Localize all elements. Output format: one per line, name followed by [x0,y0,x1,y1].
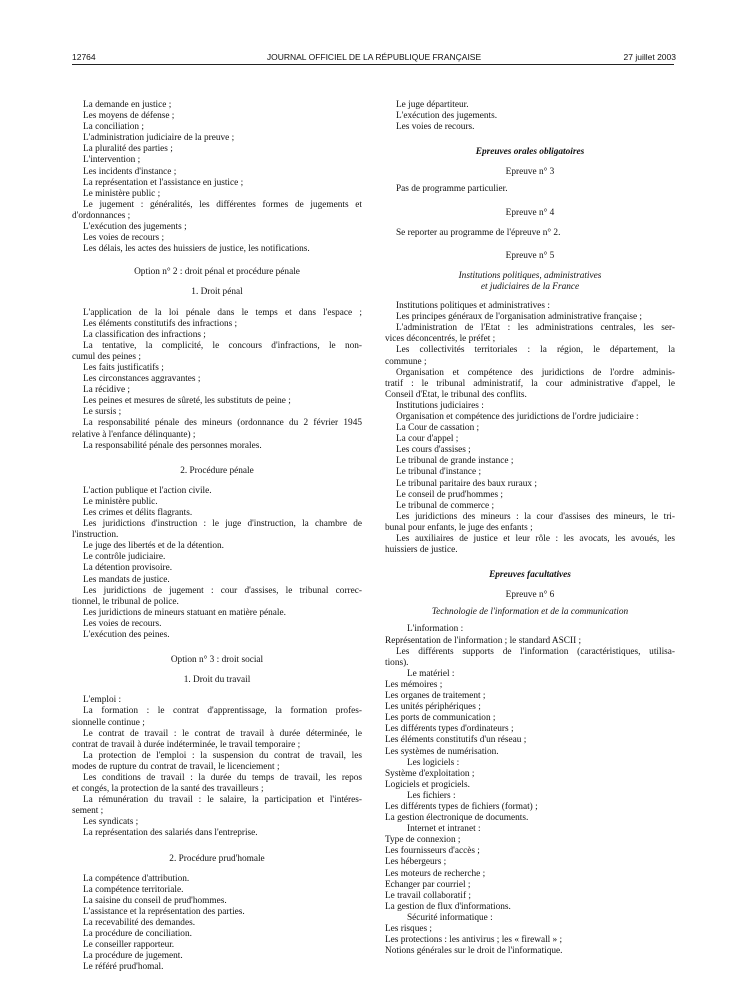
option-2-title: Option n° 2 : droit pénal et procédure pénale [134,267,300,278]
list-item: Les protections : les antivirus ; les « firewall » ; [385,935,563,946]
list-item: La représentation et l'assistance en justice ; [83,177,244,188]
list-item: Les cours d'assises ; [396,445,471,456]
top-list [385,100,675,133]
list-item: Les fournisseurs d'accès ; [385,846,480,857]
list-item: Les unités périphériques ; [385,702,481,713]
list-item: Type de connexion ; [385,835,461,846]
list-item: sement ; [72,806,104,817]
list-item: L'exécution des jugements. [396,111,498,122]
list-item: Le juge départiteur. [396,100,469,110]
list-item: Représentation de l'information ; le standard ASCII ; [385,635,582,646]
list-item: Le juge des libertés et de la détention. [83,541,224,552]
subheading: Les fichiers : [407,790,456,801]
list-item: Les systèmes de numérisation. [385,746,499,757]
list-item: Le tribunal d'instance ; [396,467,482,478]
list-item: La représentation des salariés dans l'entreprise. [83,828,258,839]
list-item: La détention provisoire. [83,563,173,574]
list-item: Echanger par courriel ; [385,879,471,890]
list-item: La tentative, la complicité, le concours d'infractions, le non- [83,340,362,351]
list-item: Conseil d'Etat, le tribunal des conflits. [385,389,527,400]
orales-title: Epreuves orales obligatoires [475,147,585,158]
droit-penal-list [72,308,362,452]
list-item: Les conditions de travail : la durée du temps de travail, les repos [83,772,362,783]
list-item: Les peines et mesures de sûreté, les substituts de peine ; [83,396,291,407]
list-item: Les éléments constitutifs d'un réseau ; [385,735,527,746]
list-item: Les circonstances aggravantes ; [83,374,201,385]
subheading: Les logiciels : [407,757,460,768]
list-item: La recevabilité des demandes. [83,918,196,928]
list-item: L'administration judiciaire de la preuve ; [83,133,235,144]
list-item: La classification des infractions ; [83,329,206,340]
page-header [0,0,748,64]
technologie-title: Technologie de l'information et de la communication [431,607,629,618]
list-item: Les ports de communication ; [385,713,496,724]
list-item: La rémunération du travail : le salaire, la participation et l'intéres- [83,795,362,806]
epreuve-4-title: Epreuve n° 4 [505,207,555,218]
subheading: Sécurité informatique : [407,912,493,923]
list-item: vices déconcentrés, le préfet ; [385,334,496,345]
list-item: Le tribunal de grande instance ; [396,456,514,467]
list-item: Les délais, les actes des huissiers de justice, les notifications. [83,244,310,255]
list-item: Les juridictions de mineurs statuant en matière pénale. [83,607,286,618]
list-item: Les auxiliaires de justice et leur rôle : les avocats, les avoués, les [396,534,675,544]
list-item: Le travail collaboratif ; [385,890,471,901]
list-item: Les différents types d'ordinateurs ; [385,724,514,735]
epreuve-3-title: Epreuve n° 3 [505,167,555,178]
list-item: Le tribunal paritaire des baux ruraux ; [396,478,537,489]
option-3-title: Option n° 3 : droit social [170,655,264,666]
list-item: Notions générales sur le droit de l'informatique. [385,946,563,957]
list-item: Les différents types de fichiers (format) ; [385,801,538,812]
epreuve-4-text: Se reporter au programme de l'épreuve n° 2. [396,227,561,238]
list-item: Le tribunal de commerce ; [396,500,495,511]
list-item: La pluralité des parties ; [83,144,173,155]
journal-title: JOURNAL OFFICIEL DE LA RÉPUBLIQUE FRANÇAISE [266,52,482,62]
header-rule [72,64,674,65]
prudhomale-title: 2. Procédure prud'homale [169,853,265,864]
procedure-penale-title: 2. Procédure pénale [180,465,254,476]
list-item: La compétence territoriale. [83,884,184,895]
technologie-list [385,624,675,957]
list-item: Les voies de recours. [83,618,162,629]
list-item: relative à l'enfance délinquante) ; [72,429,196,440]
epreuve-6-title: Epreuve n° 6 [505,590,555,601]
list-item: Institutions judiciaires : [396,400,484,411]
list-item: contrat de travail à durée indéterminée, le travail temporaire ; [72,739,301,750]
list-item: Les principes généraux de l'organisation administrative française ; [396,312,642,323]
list-item: Les crimes et délits flagrants. [83,508,193,518]
list-item: Le ministère public. [83,496,158,507]
list-item: Le sursis ; [83,407,122,418]
list-item: Les voies de recours. [396,122,475,133]
list-item: Le conseiller rapporteur. [83,940,175,951]
list-item: tionnel, le tribunal de police. [72,596,179,607]
facultatives-title: Epreuves facultatives [489,570,571,581]
list-item: Les incidents d'instance ; [83,166,177,177]
list-item: l'instruction. [72,530,119,541]
list-item: L'assistance et la représentation des parties. [83,906,245,917]
list-item: Les juridictions d'instruction : le juge d'instruction, la chambre de [83,519,362,530]
left-column [72,100,362,973]
list-item: Les syndicats ; [83,817,139,828]
list-item: et congés, la protection de la santé des travailleurs ; [72,784,264,795]
list-item: La gestion de flux d'informations. [385,901,511,912]
list-item: Organisation et compétence des juridictions de l'ordre adminis- [396,367,675,378]
list-item: Les organes de traitement ; [385,691,486,702]
right-column [385,100,675,957]
list-item: tratif : le tribunal administratif, la cour administrative d'appel, le [385,378,675,389]
list-item: La gestion électronique de documents. [385,813,529,824]
institutions-title-line2: et judiciaires de la France [480,281,580,292]
list-item: La conciliation ; [83,122,144,133]
list-item: Les moyens de défense ; [83,111,175,122]
list-item: Les juridictions des mineurs : la cour d'assises des mineurs, le tri- [396,511,675,522]
list-item: Les juridictions de jugement : cour d'assises, le tribunal correc- [83,585,362,596]
list-item: Système d'exploitation ; [385,768,475,779]
publication-date: 27 juillet 2003 [623,52,676,62]
list-item: Le conseil de prud'hommes ; [396,489,504,500]
list-item: commune ; [385,356,427,367]
list-item: Les voies de recours ; [83,233,165,244]
subheading: Le matériel : [407,668,455,679]
list-item: tions). [385,657,409,668]
list-item: Institutions politiques et administratives : [396,301,550,312]
list-item: modes de rupture du contrat de travail, le licenciement ; [72,761,280,772]
list-item: Les faits justificatifs ; [83,362,164,373]
list-item: La responsabilité pénale des mineurs (ordonnance du 2 février 1945 [83,418,362,429]
list-item: Les éléments constitutifs des infractions ; [83,318,238,329]
list-item: Les mandats de justice. [83,574,170,585]
list-item: La saisine du conseil de prud'hommes. [83,895,227,906]
list-item: Logiciels et progiciels. [385,779,470,790]
institutions-list [385,301,675,556]
list-item: La Cour de cassation ; [396,423,480,434]
epreuve-5-title: Epreuve n° 5 [505,250,555,261]
list-item: L'action publique et l'action civile. [83,485,212,496]
list-item: Le contrat de travail : le contrat de travail à durée déterminée, le [83,728,362,739]
list-item: Le référé prud'homal. [83,962,164,973]
droit-penal-title: 1. Droit pénal [191,287,243,298]
intro-list [72,100,362,255]
list-item: La responsabilité pénale des personnes morales. [83,440,262,451]
list-item: d'ordonnances ; [72,210,131,221]
list-item: La compétence d'attribution. [83,873,190,884]
list-item: Le ministère public ; [83,188,161,199]
list-item: huissiers de justice. [385,545,458,556]
list-item: Les hébergeurs ; [385,857,447,868]
list-item: La formation : le contrat d'apprentissage, la formation profes- [83,706,362,717]
page-number: 12764 [72,52,96,62]
prudhomale-list [72,874,362,974]
list-item: Les moteurs de recherche ; [385,868,486,879]
list-item: L'administration de l'Etat : les administrations centrales, les ser- [396,323,675,334]
list-item: Organisation et compétence des juridictions de l'ordre judiciaire : [396,411,639,422]
list-item: Le jugement : généralités, les différentes formes de jugements et [83,199,362,210]
list-item: L'exécution des peines. [83,630,170,641]
subheading: L'information : [407,624,464,635]
list-item: La demande en justice ; [83,100,172,110]
droit-travail-list [72,695,362,839]
list-item: sionnelle continue ; [72,717,145,728]
list-item: La récidive ; [83,385,130,396]
list-item: bunal pour enfants, le juge des enfants ; [385,522,533,533]
list-item: L'exécution des jugements ; [83,222,187,233]
list-item: L'intervention ; [83,155,141,166]
subheading: Internet et intranet : [407,824,481,835]
institutions-title-line1: Institutions politiques, administratives [458,270,602,281]
list-item: Les risques ; [385,924,432,934]
list-item: L'emploi : [83,695,122,706]
list-item: Les collectivités territoriales : la région, le département, la [396,345,675,356]
list-item: La procédure de conciliation. [83,929,192,940]
list-item: La cour d'appel ; [396,434,459,445]
droit-travail-title: 1. Droit du travail [183,675,251,686]
procedure-penale-list [72,486,362,641]
list-item: L'application de la loi pénale dans le temps et dans l'espace ; [83,307,362,318]
list-item: Le contrôle judiciaire. [83,552,166,563]
list-item: La procédure de jugement. [83,951,183,962]
list-item: cumul des peines ; [72,351,141,362]
list-item: La protection de l'emploi : la suspension du contrat de travail, les [83,750,362,761]
epreuve-3-text: Pas de programme particulier. [396,184,508,195]
list-item: Les différents supports de l'information (caractéristiques, utilisa- [396,646,675,657]
list-item: Les mémoires ; [385,679,443,690]
